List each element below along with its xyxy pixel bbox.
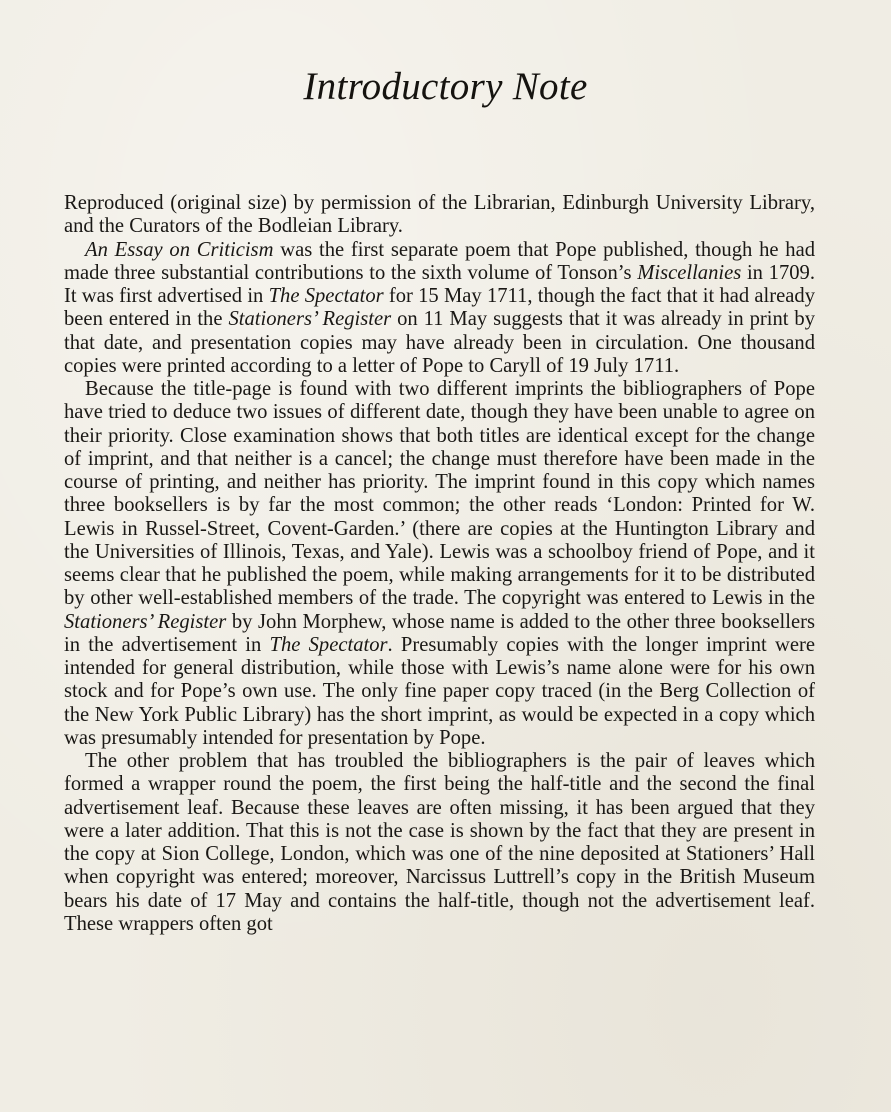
paragraph-imprints [64,378,815,750]
body-text [64,192,815,936]
italic-title-register: Stationers’ Register [64,610,227,633]
italic-title-register: Stationers’ Register [228,308,392,331]
text-span: on 11 May suggests that it was already in print by that date, and presentation copies may have already been in circulation. One thousand copies were printed according to a letter of Pope to Caryll of 19 July 1711. [64,308,816,377]
italic-title-essay: An Essay on Criticism [85,238,274,261]
text-span: by John Morphew, whose name is added to the other three booksellers in the advertisement in [64,610,816,656]
page-title: Introductory Note [303,65,588,108]
italic-title-miscellanies: Miscellanies [637,261,742,284]
text-span: for 15 May 1711, though the fact that it had already been entered in the [64,285,816,331]
italic-title-spectator: The Spectator [269,633,388,656]
italic-title-spectator: The Spectator [268,285,384,307]
paragraph-publication [64,239,815,379]
text-span: was the first separate poem that Pope published, though he had made three substantial contributions to the sixth volume of Tonson’s [64,238,816,284]
paragraph-wrapper: The other problem that has troubled the bibliographers is the pair of leaves which formed a wrapper round the poem, the first being the half-title and the second the final advertisement leaf. Because these leaves are often missing, it has been argued that they were a later addition. That this is not the case is shown by the fact that they are present in the copy at Sion College, London, which was one of the nine deposited at Stationers’ Hall when copyright was entered; moreover, Narcissus Luttrell’s copy in the British Museum bears his date of 17 May and contains the half-title, though not the advertisement leaf. These wrappers often got [64,750,815,935]
text-span: . Presumably copies with the longer imprint were intended for general distribution, while those with Lewis’s name alone were for his own stock and for Pope’s own use. The only fine paper copy traced (in the Berg Collection of the New York Public Library) has the short imprint, as would be expected in a copy which was presumably intended for presentation by Pope. [64,633,815,749]
paragraph-permission: Reproduced (original size) by permission of the Librarian, Edinburgh University Library, and the Curators of the Bodleian Library. [64,192,815,238]
text-span: Because the title-page is found with two different imprints the bibliographers of Pope have tried to deduce two issues of different date, though they have been unable to agree on their priority. Close examination shows that both titles are identical except for the change of imprint, and that neither is a cancel; the change must therefore have been made in the course of printing, and neither has priority. The imprint found in this copy which names three booksellers is by far the most common; the other reads ‘London: Printed for W. Lewis in Russel-Street, Covent-Garden.’ (there are copies at the Huntington Library and the Universities of Illinois, Texas, and Yale). Lewis was a schoolboy friend of Pope, and it seems clear that he published the poem, while making arrangements for it to be distributed by other well-established members of the trade. The copyright was entered to Lewis in the [64,378,815,610]
text-span: in 1709. It was first advertised in [64,261,815,307]
